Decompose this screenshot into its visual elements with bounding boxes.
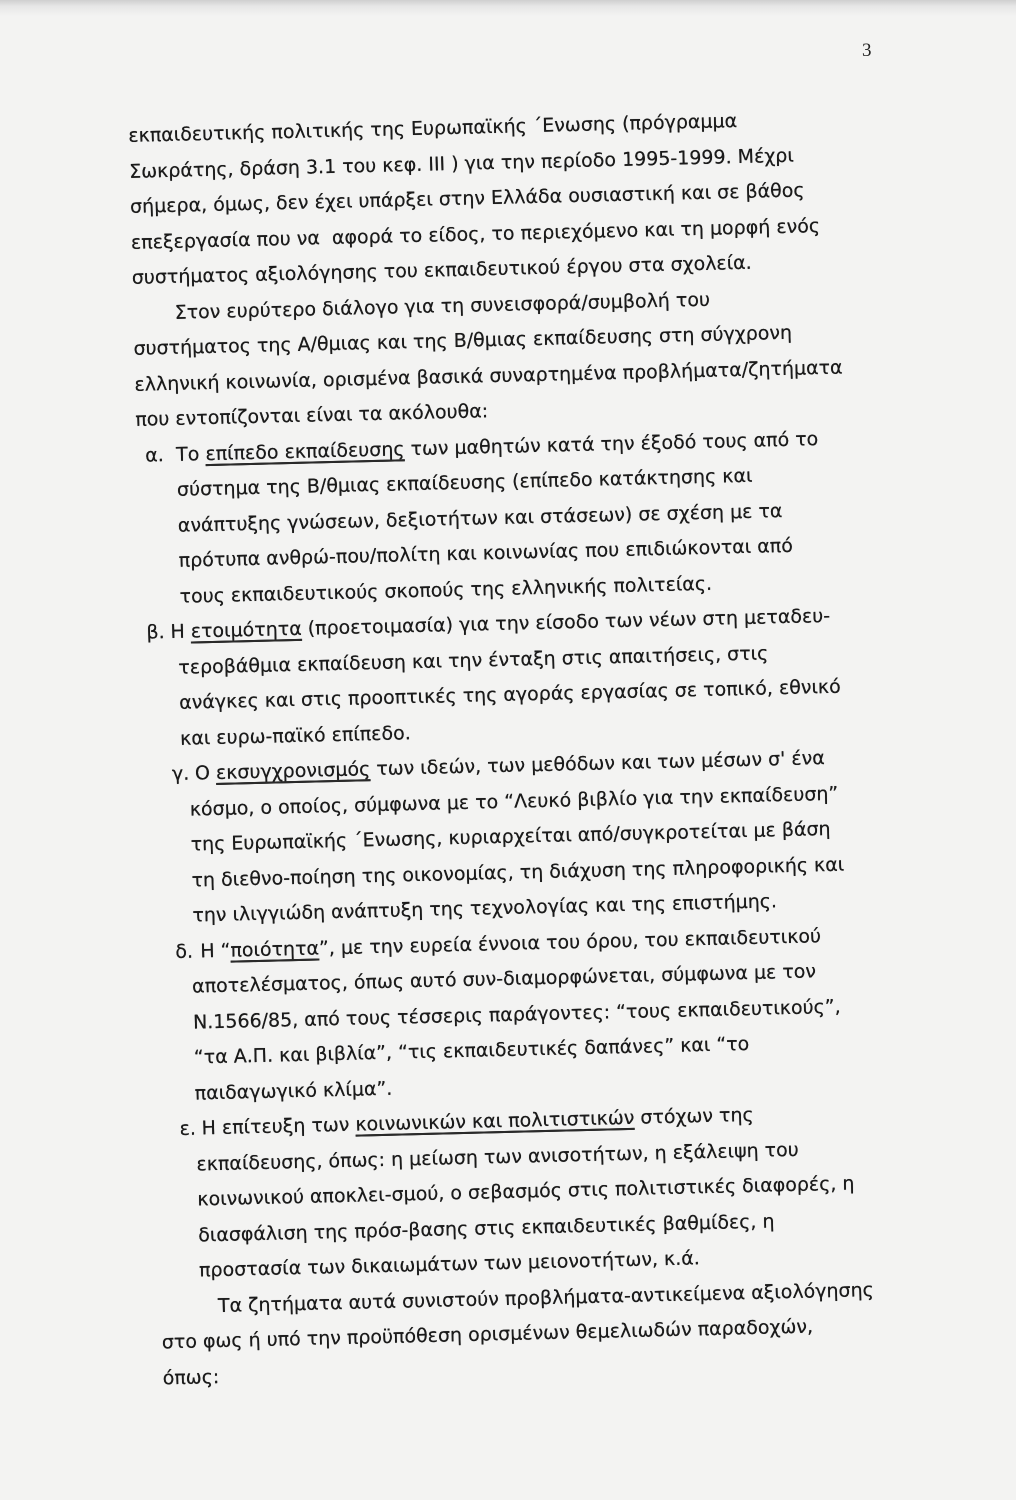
text-line: επεξεργασία που να αφορά το είδος, το περιεχόμενο και τη μορφή ενός (130, 214, 821, 254)
text-line: Στον ευρύτερο διάλογο για τη συνεισφορά/συμβολή του (174, 288, 711, 324)
text-line: συστήματος αξιολόγησης του εκπαιδευτικού έργου στα σχολεία. (131, 251, 752, 289)
text-line: προστασία των δικαιωμάτων των μειονοτήτων, κ.ά. (198, 1247, 701, 1282)
text-line: την ιλιγγιώδη ανάπτυξη της τεχνολογίας και της επιστήμης. (192, 890, 778, 927)
list-item-beta (146, 594, 1016, 757)
text-segment: Ο (194, 761, 217, 785)
text-line: παιδαγωγικό κλίμα”. (194, 1077, 393, 1105)
text-segment: Η (170, 620, 192, 644)
text-segment: Η “ (200, 939, 231, 962)
text-line: όπως: (162, 1365, 220, 1389)
text-line: συστήματος της Α/θμιας και της Β/θμιας εκπαίδευσης στη σύγχρονη (133, 321, 793, 360)
text-line: διασφάλιση της πρόσ-βασης στις εκπαιδευτικές βαθμίδες, η (197, 1209, 775, 1247)
text-line: εκπαίδευσης, όπως: η μείωση των ανισοτήτων, η εξάλειψη του (196, 1138, 799, 1176)
text-line: ανάγκες και στις προοπτικές της αγοράς εργασίας σε τοπικό, εθνικό (178, 675, 841, 714)
underlined-term: επίπεδο εκπαίδευσης (205, 437, 405, 465)
text-segment: Το (175, 442, 206, 466)
intro-paragraph (128, 97, 1016, 296)
text-line: σήμερα, όμως, δεν έχει υπάρξει στην Ελλάδα ουσιαστική και σε βάθος (129, 179, 805, 218)
text-line: κοινωνικού αποκλει-σμού, ο σεβασμός στις πολιτιστικές διαφορές, η (197, 1172, 855, 1211)
list-marker: α. (144, 443, 165, 467)
list-item-delta (175, 913, 1016, 1111)
underlined-term: ποιότητα (230, 936, 320, 962)
text-segment: των ιδεών, των μεθόδων και των μέσων σ' ένα (369, 747, 826, 781)
text-segment: στόχων της (634, 1103, 754, 1129)
text-line: κόσμο, ο οποίος, σύμφωνα με το “Λευκό βιβλίο για την εκπαίδευση” (189, 782, 839, 821)
list-marker: δ. (175, 940, 194, 963)
dialogue-paragraph (132, 275, 1016, 439)
text-line: τη διεθνο-ποίηση της οικονομίας, τη διάχυση της πληροφορικής και (191, 853, 845, 892)
text-segment: (προετοιμασία) για την είσοδο των νέων στη μεταδευ- (301, 604, 831, 640)
text-line: τεροβάθμια εκπαίδευση και την ένταξη στις απαιτήσεις, στις (178, 641, 769, 679)
text-segment: ”, με την ευρεία έννοια του όρου, του εκπαιδευτικού (318, 924, 822, 959)
text-line: Ν.1566/85, από τους τέσσερις παράγοντες: “τους εκπαιδευτικούς”, (192, 995, 841, 1034)
text-line: αποτελέσματος, όπως αυτό συν-διαμορφώνεται, σύμφωνα με τον (191, 960, 817, 998)
text-line: ελληνική κοινωνία, ορισμένα βασικά συναρτημένα προβλήματα/ζητήματα (134, 356, 843, 396)
underlined-term: ετοιμότητα (190, 617, 302, 643)
underlined-term: εκσυγχρονισμός (215, 758, 371, 784)
text-line: πρότυπα ανθρώ-που/πολίτη και κοινωνίας που επιδιώκονται από (178, 534, 794, 572)
list-marker: γ. (171, 762, 190, 786)
text-line: που εντοπίζονται είναι τα ακόλουθα: (135, 400, 489, 431)
list-marker: ε. (179, 1117, 197, 1140)
text-line: εκπαιδευτικής πολιτικής της Ευρωπαϊκής ΄Ενωσης (πρόγραμμα (128, 110, 738, 147)
text-segment: Η επίτευξη των (201, 1113, 356, 1140)
text-line: της Ευρωπαϊκής ΄Ενωσης, κυριαρχείται από/συγκροτείται με βάση (190, 817, 831, 856)
text-line: “τα Α.Π. και βιβλία”, “τις εκπαιδευτικές δαπάνες” και “το (193, 1033, 750, 1069)
text-line: Σωκράτης, δράση 3.1 του κεφ. III ) για την περίοδο 1995-1999. Μέχρι (128, 144, 795, 183)
page-number: 3 (862, 40, 872, 61)
text-segment: των μαθητών κατά την έξοδό τους από το (404, 427, 819, 460)
text-line: στο φως ή υπό την προϋπόθεση ορισμένων θεμελιωδών παραδοχών, (161, 1315, 814, 1354)
list-marker: β. (146, 621, 165, 644)
text-line: Τα ζητήματα αυτά συνιστούν προβλήματα-αντικείμενα αξιολόγησης (217, 1278, 875, 1317)
text-line: σύστημα της Β/θμιας εκπαίδευσης (επίπεδο κατάκτησης και (176, 464, 753, 501)
closing-paragraph (161, 1268, 1016, 1396)
text-line: τους εκπαιδευτικούς σκοπούς της ελληνικής πολιτείας. (179, 572, 713, 608)
list-item-gamma (171, 736, 1016, 934)
underlined-term: κοινωνικών και πολιτιστικών (355, 1106, 635, 1136)
list-item-alpha (144, 417, 1016, 615)
text-line: ανάπτυξης γνώσεων, δεξιοτήτων και στάσεων) σε σχέση με τα (177, 499, 783, 537)
text-line: και ευρω-παϊκό επίπεδο. (179, 721, 411, 750)
